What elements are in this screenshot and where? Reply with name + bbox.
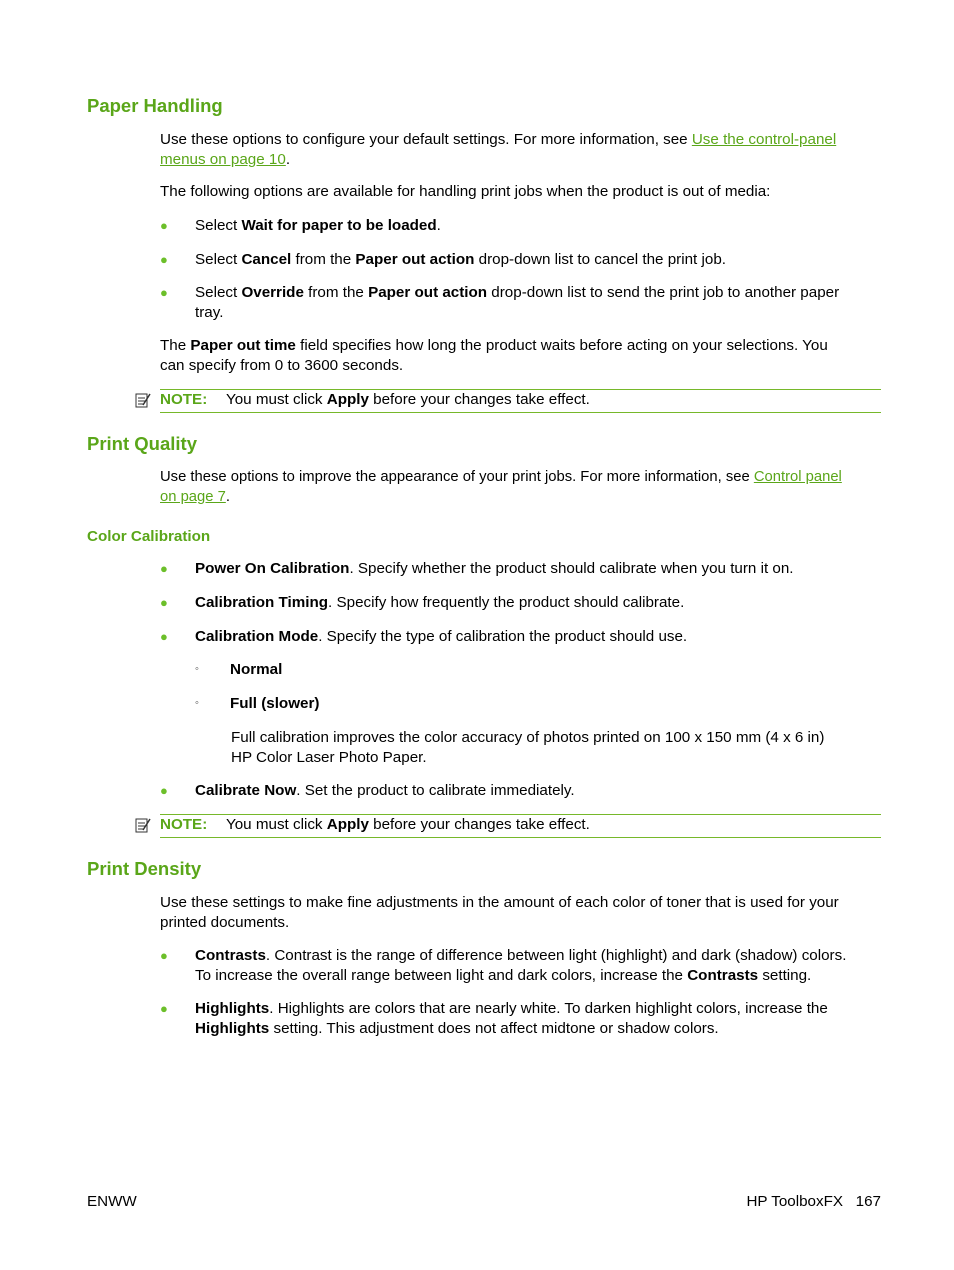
bullet-icon: ● bbox=[160, 285, 168, 300]
link-control-panel-page[interactable]: on page 7 bbox=[160, 488, 226, 505]
note-box bbox=[160, 814, 881, 838]
link-control-panel[interactable]: Control panel bbox=[753, 469, 842, 485]
bullet-icon: ● bbox=[160, 948, 168, 963]
note-label: NOTE: bbox=[160, 816, 208, 833]
note-text: You must click Apply before your changes take effect. bbox=[226, 391, 590, 408]
footer-left: ENWW bbox=[87, 1193, 137, 1210]
link-control-panel-menus-page[interactable]: menus on page 10 bbox=[160, 150, 286, 168]
paper-handling-intro: Use these options to configure your default settings. For more information, see Use the control-panel menus on page 10. bbox=[160, 131, 837, 168]
bullet-icon: ● bbox=[160, 218, 168, 233]
footer-right: HP ToolboxFX 167 bbox=[746, 1193, 881, 1210]
section-title-paper-handling: Paper Handling bbox=[87, 95, 223, 116]
note-label: NOTE: bbox=[160, 391, 208, 408]
section-title-print-density: Print Density bbox=[87, 858, 202, 879]
note-text: You must click Apply before your changes take effect. bbox=[226, 816, 590, 833]
section-title-print-quality: Print Quality bbox=[87, 433, 197, 454]
open-circle-icon: ◦ bbox=[195, 663, 199, 675]
bullet-icon: ● bbox=[160, 783, 168, 798]
note-pad-icon bbox=[134, 391, 152, 409]
subsection-title-color-calibration: Color Calibration bbox=[87, 528, 211, 545]
bullet-icon: ● bbox=[160, 629, 168, 644]
full-calibration-desc: Full calibration improves the color accuracy of photos printed on 100 x 150 mm (4 x 6 in) HP Color Laser Photo Paper. bbox=[231, 729, 825, 766]
bullet-icon: ● bbox=[160, 1001, 168, 1016]
paper-handling-para: The following options are available for handling print jobs when the product is out of media: bbox=[160, 183, 771, 200]
open-circle-icon: ◦ bbox=[195, 697, 199, 709]
note-pad-icon bbox=[134, 816, 152, 834]
bullet-icon: ● bbox=[160, 595, 168, 610]
print-quality-intro: Use these options to improve the appearance of your print jobs. For more information, see Control panel on page 7. bbox=[160, 469, 842, 505]
bullet-icon: ● bbox=[160, 252, 168, 267]
link-control-panel-menus[interactable]: Use the control-panel bbox=[691, 131, 837, 148]
note-box bbox=[160, 389, 881, 413]
bullet-icon: ● bbox=[160, 561, 168, 576]
paper-out-time-para: The Paper out time field specifies how long the product waits before acting on your selections. You can specify from 0 to 3600 seconds. bbox=[160, 337, 828, 374]
print-density-intro: Use these settings to make fine adjustments in the amount of each color of toner that is used for your printed documents. bbox=[160, 894, 839, 931]
